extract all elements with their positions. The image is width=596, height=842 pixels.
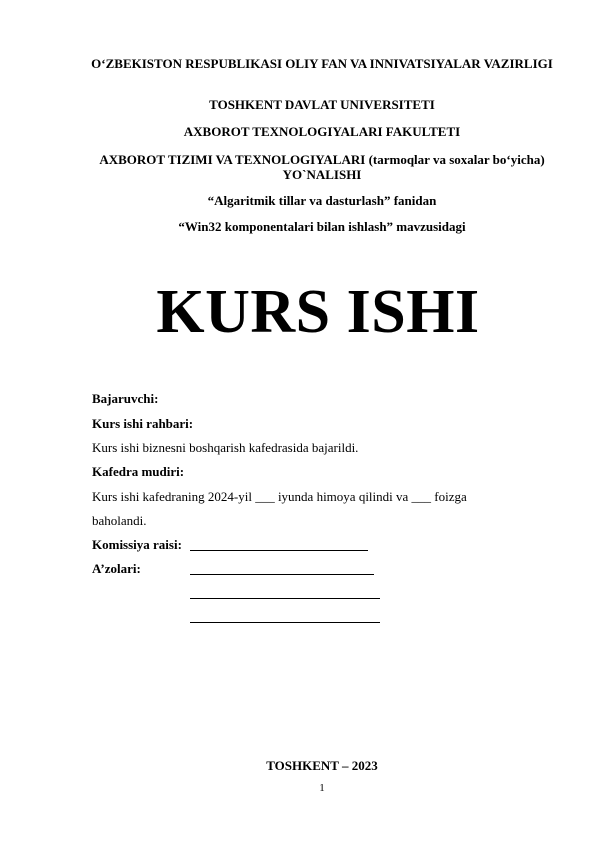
city-year: TOSHKENT – 2023 [266,758,378,773]
document-title: KURS ISHI [156,278,480,346]
member-signature-line-2 [190,598,380,599]
member-signature-line-1 [190,574,374,575]
page-number: 1 [319,782,325,794]
topic-heading: “Win32 komponentalari bilan ishlash” mavzusidagi [178,219,466,234]
department-note: Kurs ishi biznesni boshqarish kafedrasida bajarildi. [92,440,359,455]
university-heading: TOSHKENT DAVLAT UNIVERSITETI [209,97,435,112]
department-head-label: Kafedra mudiri: [92,464,185,479]
members-label: A’zolari: [92,561,141,576]
faculty-heading: AXBOROT TEXNOLOGIYALARI FAKULTETI [183,124,461,139]
defense-note-line-2: baholandi. [92,513,147,528]
defense-note-line-1: Kurs ishi kafedraning 2024-yil ___ iyunda himoya qilindi va ___ foizga [92,489,467,504]
executor-label: Bajaruvchi: [92,391,159,406]
commission-chair-label: Komissiya raisi: [92,537,182,552]
member-signature-line-3 [190,622,380,623]
direction-heading: AXBOROT TIZIMI VA TEXNOLOGIYALARI (tarmoqlar va soxalar bo‘yicha) YO`NALISHI [99,152,545,182]
supervisor-label: Kurs ishi rahbari: [92,416,194,431]
commission-signature-line [190,550,368,551]
subject-heading: “Algaritmik tillar va dasturlash” fanidan [207,193,437,208]
ministry-heading: O‘ZBEKISTON RESPUBLIKASI OLIY FAN VA INNIVATSIYALAR VAZIRLIGI [91,56,553,71]
